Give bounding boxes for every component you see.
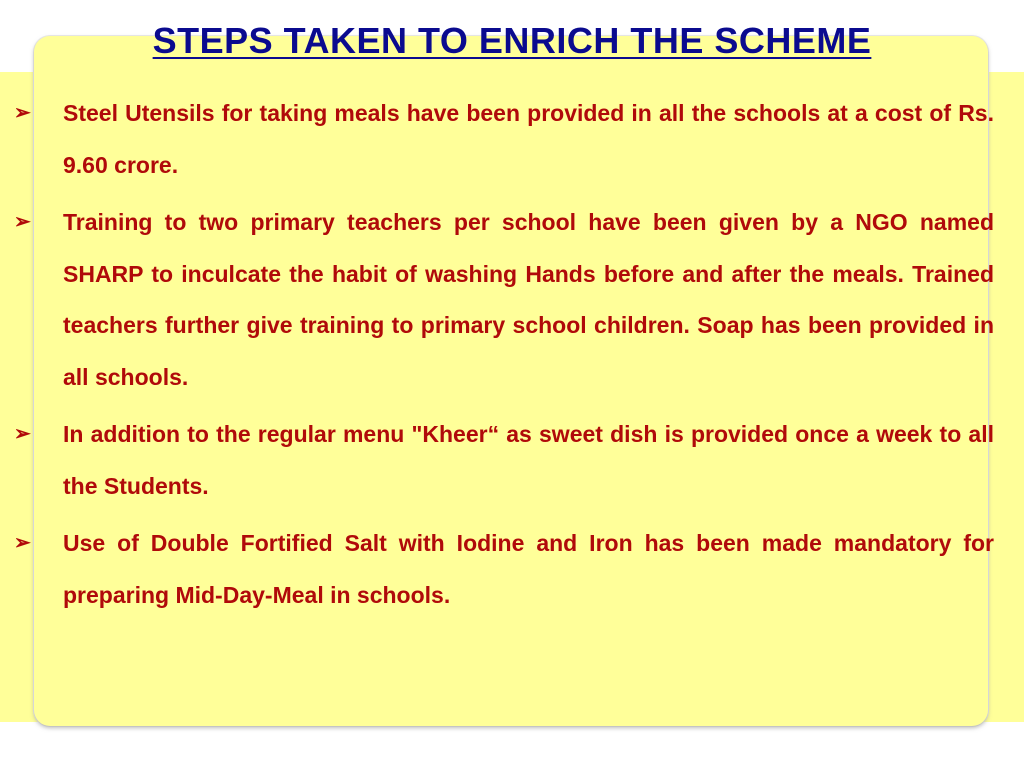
bullet-item (14, 88, 994, 191)
arrow-bullet-icon: ➢ (14, 532, 31, 554)
slide-title: STEPS TAKEN TO ENRICH THE SCHEME (152, 20, 872, 61)
bullet-text: Use of Double Fortified Salt with Iodine and Iron has been made mandatory for preparing Mid-Day-Meal in schools. (63, 530, 994, 608)
arrow-bullet-icon: ➢ (14, 211, 31, 233)
bullet-text: In addition to the regular menu "Kheer“ as sweet dish is provided once a week to all the Students. (63, 421, 994, 499)
bullet-text: Steel Utensils for taking meals have been provided in all the schools at a cost of Rs. 9.60 crore. (63, 100, 994, 178)
bullet-item (14, 197, 994, 403)
bullet-item (14, 518, 994, 621)
bullet-text: Training to two primary teachers per school have been given by a NGO named SHARP to inculcate the habit of washing Hands before and after the meals. Trained teachers further give training to primary school children. Soap has been provided in all schools. (63, 209, 994, 390)
bullet-list (14, 88, 994, 627)
arrow-bullet-icon: ➢ (14, 423, 31, 445)
arrow-bullet-icon: ➢ (14, 102, 31, 124)
bullet-item (14, 409, 994, 512)
